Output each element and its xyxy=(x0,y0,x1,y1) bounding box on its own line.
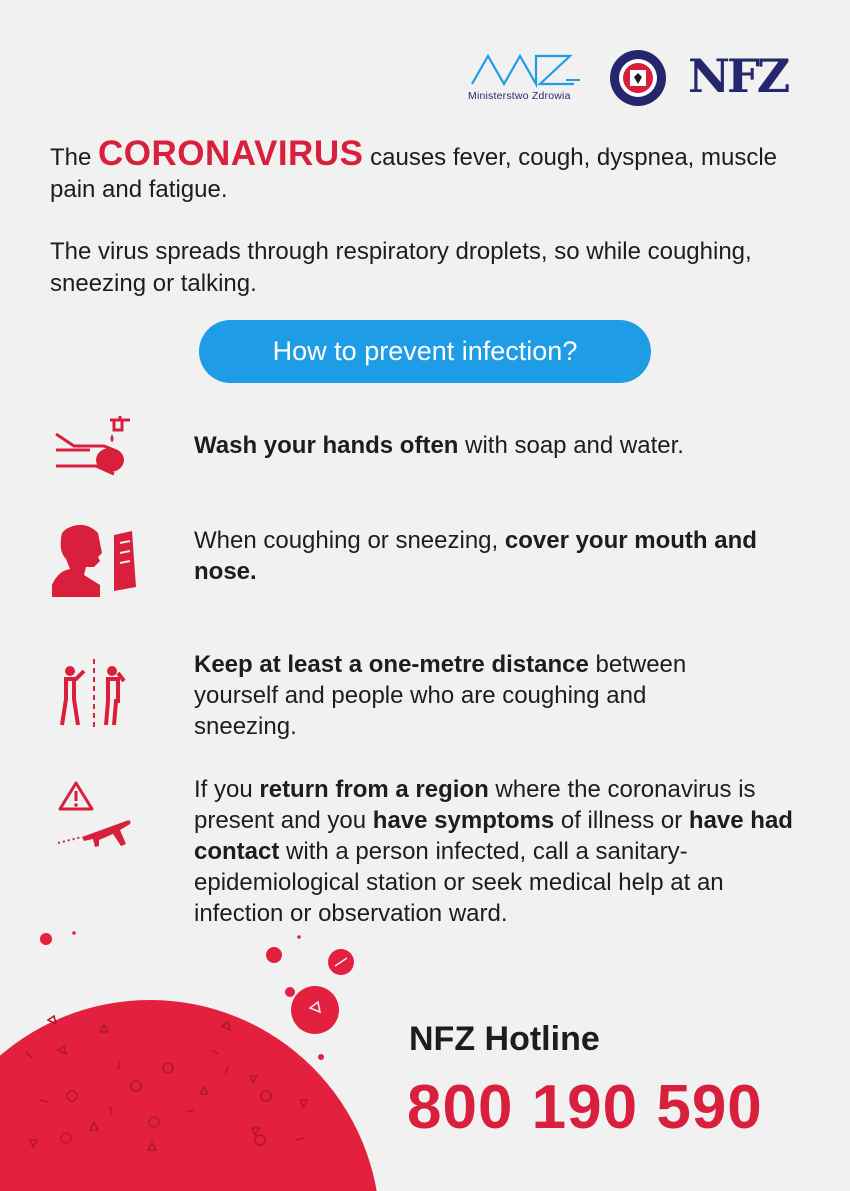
hand-washing-icon xyxy=(52,405,142,495)
tip-wash-hands xyxy=(194,430,814,461)
tip-4-b3: have had contact xyxy=(194,807,793,865)
tip-1-bold: Wash your hands often xyxy=(194,432,459,459)
hotline-number[interactable]: 800 190 590 xyxy=(407,1073,763,1142)
tip-cover-mouth xyxy=(194,525,794,587)
tip-4-b1: return from a region xyxy=(259,776,489,803)
tip-keep-distance xyxy=(194,649,754,742)
tip-4-p3: of illness or xyxy=(554,807,689,834)
tip-4-p2: where the coronavirus is present and you xyxy=(194,776,756,834)
tip-2-bold: cover your mouth and nose. xyxy=(194,527,757,585)
intro-pre: The xyxy=(50,144,99,171)
travel-warning-icon xyxy=(52,770,142,860)
intro-paragraph-2: The virus spreads through respiratory droplets, so while coughing, sneezing or talking. xyxy=(50,238,752,297)
ministry-of-health-logo-icon xyxy=(470,52,582,88)
tip-2-pre: When coughing or sneezing, xyxy=(194,527,505,554)
hotline-title: NFZ Hotline xyxy=(409,1020,600,1058)
tip-3-bold: Keep at least a one-metre distance xyxy=(194,651,589,678)
ministry-label: Ministerstwo Zdrowia xyxy=(468,90,571,102)
virus-decoration xyxy=(0,900,420,1191)
intro-text xyxy=(50,134,810,330)
tip-3-rest: between yourself and people who are coughing and sneezing. xyxy=(194,651,687,740)
coronavirus-highlight: CORONAVIRUS xyxy=(98,134,364,173)
distance-icon xyxy=(52,648,142,738)
tip-4-b2: have symptoms xyxy=(372,807,555,834)
cough-cover-icon xyxy=(52,515,142,605)
intro-post: causes fever, cough, dyspnea, muscle pain and fatigue. xyxy=(50,144,778,203)
tip-4-p1: If you xyxy=(194,776,260,803)
prevention-heading-button[interactable]: How to prevent infection? xyxy=(199,320,651,383)
nfz-logo: NFZ xyxy=(688,49,788,103)
sanitary-inspection-seal-icon xyxy=(608,48,668,108)
tip-4-p4: with a person infected, call a sanitary-epidemiological station or seek medical help at an infection or observation ward. xyxy=(194,838,724,927)
header-logos xyxy=(466,48,806,108)
tip-1-rest: with soap and water. xyxy=(458,432,684,459)
intro-paragraph-1 xyxy=(50,134,810,206)
